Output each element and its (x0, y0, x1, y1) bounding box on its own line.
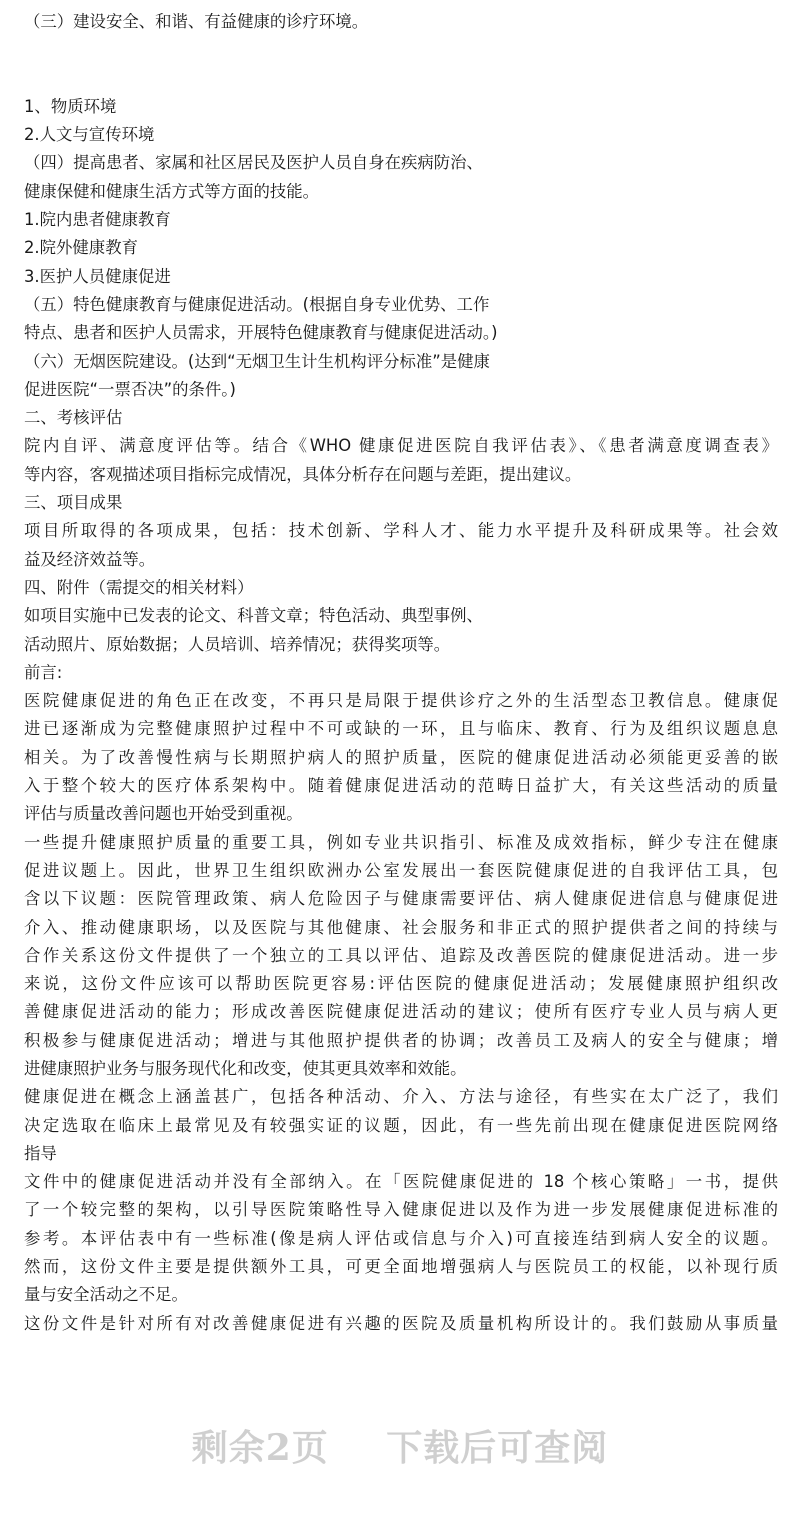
text-line: （三）建设安全、和谐、有益健康的诊疗环境。 (24, 12, 369, 31)
paragraph-results (24, 517, 778, 574)
paragraph-preface-5 (24, 1310, 778, 1338)
text-line: 健康保健和健康生活方式等方面的技能。 (24, 181, 320, 201)
text-line: 益及经济效益等。 (24, 549, 156, 569)
text-line: 积极参与健康促进活动；增进与其他照护提供者的协调；改善员工及病人的安全与健康；增 (24, 1030, 778, 1050)
paragraph-preface-4 (24, 1168, 778, 1309)
text-line: 1、物质环境 (24, 96, 117, 116)
text-line: 促进议题上。因此，世界卫生组织欧洲办公室发展出一套医院健康促进的自我评估工具，包 (24, 860, 778, 880)
text-line: 促进医院“一票否决”的条件。) (24, 379, 236, 399)
section-heading-preface: 前言: (24, 662, 63, 682)
text-line: 一些提升健康照护质量的重要工具，例如专业共识指引、标准及成效指标，鲜少专注在健康 (24, 832, 778, 852)
text-line: 1.院内患者健康教育 (24, 210, 171, 230)
text-line: 然而，这份文件主要是提供额外工具，可更全面地增强病人与医院员工的权能，以补现行质 (24, 1257, 778, 1277)
text-line: 相关。为了改善慢性病与长期照护病人的照护质量，医院的健康促进活动必须能更妥善的嵌 (24, 747, 778, 767)
paragraph-assessment (24, 432, 778, 489)
download-prompt[interactable] (0, 1420, 800, 1471)
text-line: （六）无烟医院建设。(达到“无烟卫生计生机构评分标准”是健康 (24, 351, 490, 371)
text-line: 3.医护人员健康促进 (24, 266, 171, 286)
text-line: 健康促进在概念上涵盖甚广，包括各种活动、介入、方法与途径，有些实在太广泛了，我们 (24, 1087, 778, 1107)
text-line: 活动照片、原始数据；人员培训、培养情况；获得奖项等。 (24, 634, 451, 654)
text-line: 决定选取在临床上最常见及有较强实证的议题，因此，有一些先前出现在健康促进医院网络 (24, 1115, 778, 1135)
text-line: 进健康照护业务与服务现代化和改变，使其更具效率和效能。 (24, 1058, 467, 1078)
paragraph-preface-1 (24, 687, 778, 828)
text-line: 2.人文与宣传环境 (24, 125, 155, 145)
section-heading-attachments: 四、附件（需提交的相关材料） (24, 577, 254, 597)
text-line: 合作关系这份文件提供了一个独立的工具以评估、追踪及改善医院的健康促进活动。进一步 (24, 945, 778, 965)
blank-line (24, 65, 778, 93)
section-heading-assessment: 二、考核评估 (24, 408, 123, 428)
remaining-pages-label[interactable]: 剩余2页 (191, 1427, 329, 1469)
text-line: 参考。本评估表中有一些标准(像是病人评估或信息与介入)可直接连结到病人安全的议题。 (24, 1228, 778, 1248)
text-line: 善健康促进活动的能力；形成改善医院健康促进活动的建议；使所有医疗专业人员与病人更 (24, 1002, 778, 1022)
text-line: 医院健康促进的角色正在改变，不再只是局限于提供诊疗之外的生活型态卫教信息。健康促 (24, 691, 778, 711)
text-line: 院内自评、满意度评估等。结合《WHO 健康促进医院自我评估表》、《患者满意度调查表》 (24, 436, 778, 456)
blank-line (24, 36, 778, 64)
text-line: 项目所取得的各项成果，包括：技术创新、学科人才、能力水平提升及科研成果等。社会效 (24, 521, 778, 541)
text-line: 了一个较完整的架构，以引导医院策略性导入健康促进以及作为进一步发展健康促进标准的 (24, 1200, 778, 1220)
document-body (24, 8, 778, 1338)
text-line: （五）特色健康教育与健康促进活动。(根据自身专业优势、工作 (24, 294, 490, 314)
text-line: 文件中的健康促进活动并没有全部纳入。在「医院健康促进的 18 个核心策略」一书，提供 (24, 1172, 778, 1192)
text-line: 进已逐渐成为完整健康照护过程中不可或缺的一环，且与临床、教育、行为及组织议题息息 (24, 719, 778, 739)
text-line: 等内容，客观描述项目指标完成情况，具体分析存在问题与差距，提出建议。 (24, 464, 582, 484)
text-line: 如项目实施中已发表的论文、科普文章；特色活动、典型事例、 (24, 606, 483, 626)
download-to-read-label[interactable]: 下载后可查阅 (386, 1427, 609, 1469)
text-line: （四）提高患者、家属和社区居民及医护人员自身在疾病防治、 (24, 153, 483, 173)
text-line: 这份文件是针对所有对改善健康促进有兴趣的医院及质量机构所设计的。我们鼓励从事质量 (24, 1313, 778, 1333)
text-line: 2.院外健康教育 (24, 238, 138, 258)
text-line: 评估与质量改善问题也开始受到重视。 (24, 804, 303, 824)
text-line: 入于整个较大的医疗体系架构中。随着健康促进活动的范畴日益扩大，有关这些活动的质量 (24, 776, 778, 796)
paragraph-preface-3 (24, 1083, 778, 1168)
paragraph-preface-2 (24, 829, 778, 1084)
text-line: 介入、推动健康职场，以及医院与其他健康、社会服务和非正式的照护提供者之间的持续与 (24, 917, 778, 937)
text-line: 指导 (24, 1143, 57, 1163)
text-line: 来说，这份文件应该可以帮助医院更容易:评估医院的健康促进活动；发展健康照护组织改 (24, 974, 778, 994)
section-heading-results: 三、项目成果 (24, 493, 123, 513)
text-line: 含以下议题：医院管理政策、病人危险因子与健康需要评估、病人健康促进信息与健康促进 (24, 889, 778, 909)
text-line: 特点、患者和医护人员需求，开展特色健康教育与健康促进活动。) (24, 323, 498, 343)
text-line: 量与安全活动之不足。 (24, 1285, 188, 1305)
